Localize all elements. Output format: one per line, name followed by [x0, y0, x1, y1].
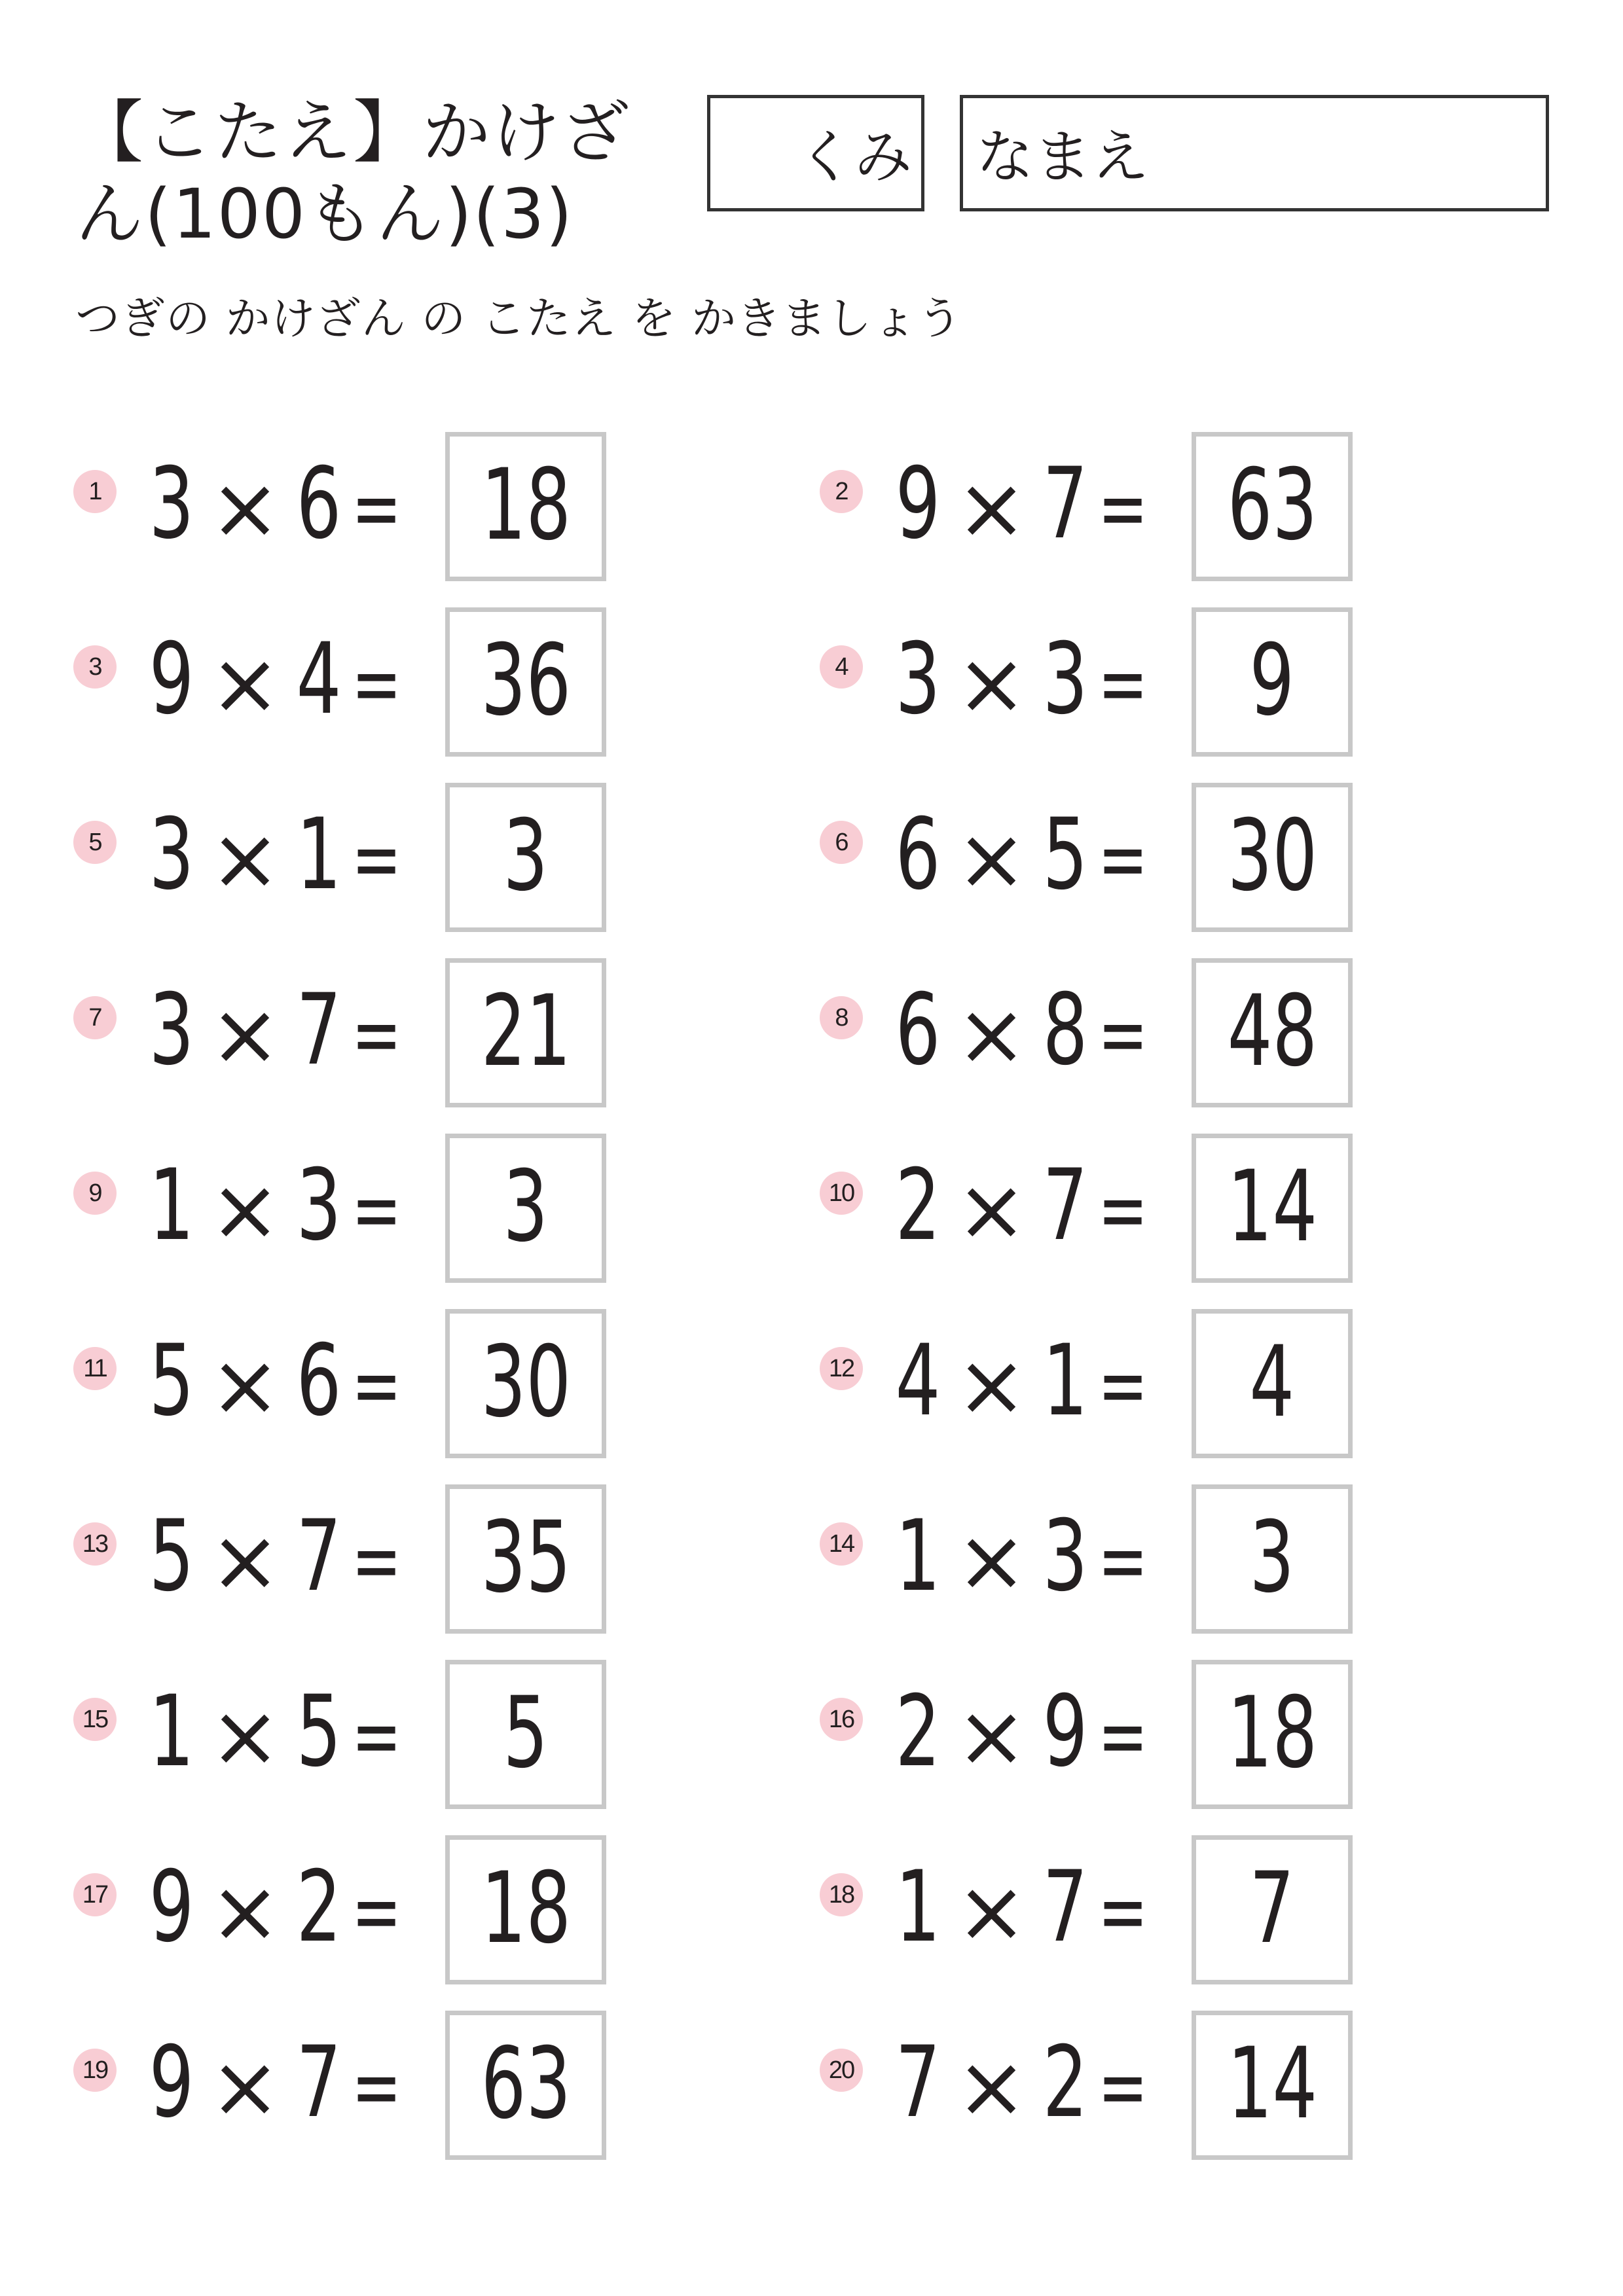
answer-value: 5 — [503, 1676, 549, 1790]
problem-item — [73, 1660, 728, 1810]
answer-box[interactable] — [445, 783, 606, 932]
equals-sign: = — [1098, 1686, 1148, 1785]
problem-item — [820, 2011, 1474, 2161]
problem-number-badge: 2 — [820, 470, 863, 513]
multiplier: 7 — [1042, 1850, 1088, 1964]
problem-expression — [885, 445, 1148, 563]
multiplicand: 5 — [149, 1499, 194, 1613]
answer-value: 7 — [1249, 1852, 1295, 1965]
class-field[interactable] — [707, 95, 924, 211]
problem-item — [73, 1134, 728, 1284]
problem-number-badge: 3 — [73, 645, 117, 689]
times-sign: × — [210, 1335, 281, 1435]
problem-expression — [885, 2024, 1148, 2142]
equals-sign: = — [352, 634, 402, 733]
multiplicand: 4 — [895, 1324, 941, 1438]
answer-value: 30 — [481, 1325, 571, 1439]
multiplicand: 1 — [149, 1149, 194, 1263]
equals-sign: = — [352, 458, 402, 558]
multiplicand: 3 — [149, 798, 194, 912]
problem-number-badge: 12 — [820, 1347, 863, 1390]
answer-box[interactable] — [1192, 783, 1353, 932]
times-sign: × — [956, 1335, 1027, 1435]
problem-expression — [885, 620, 1148, 738]
times-sign: × — [956, 1160, 1027, 1259]
multiplier: 5 — [296, 1675, 342, 1789]
problem-number-badge: 14 — [820, 1522, 863, 1566]
name-field-label: なまえ — [976, 123, 1150, 190]
answer-value: 3 — [503, 799, 549, 913]
equals-sign: = — [1098, 809, 1148, 908]
answer-box[interactable] — [1192, 2011, 1353, 2160]
answer-box[interactable] — [445, 1309, 606, 1458]
answer-box[interactable] — [1192, 1134, 1353, 1283]
multiplicand: 6 — [895, 973, 941, 1087]
problem-expression — [139, 1147, 402, 1265]
problem-item — [820, 783, 1474, 933]
multiplier: 1 — [1042, 1324, 1088, 1438]
multiplier: 3 — [1042, 1499, 1088, 1613]
problem-expression — [139, 1848, 402, 1966]
multiplier: 2 — [296, 1850, 342, 1964]
answer-box[interactable] — [445, 1660, 606, 1809]
class-field-label: くみ — [796, 123, 912, 190]
problem-item — [820, 1835, 1474, 1986]
multiplier: 5 — [1042, 798, 1088, 912]
answer-value: 35 — [481, 1501, 571, 1615]
equals-sign: = — [1098, 2037, 1148, 2136]
times-sign: × — [956, 458, 1027, 558]
answer-value: 30 — [1227, 799, 1317, 913]
equals-sign: = — [352, 1511, 402, 1610]
answer-box[interactable] — [445, 1134, 606, 1283]
multiplicand: 9 — [895, 447, 941, 561]
problem-expression — [139, 445, 402, 563]
times-sign: × — [210, 1511, 281, 1610]
problem-item — [820, 607, 1474, 758]
problem-expression — [885, 1848, 1148, 1966]
problem-number-badge: 11 — [73, 1347, 117, 1390]
multiplicand: 1 — [149, 1675, 194, 1789]
problem-item — [73, 1484, 728, 1635]
answer-value: 18 — [481, 448, 571, 562]
problem-number-badge: 5 — [73, 821, 117, 864]
problem-expression — [139, 1322, 402, 1440]
answer-value: 63 — [481, 2027, 571, 2141]
problem-number-badge: 16 — [820, 1698, 863, 1741]
answer-value: 18 — [481, 1852, 571, 1965]
problem-number-badge: 17 — [73, 1873, 117, 1916]
answer-value: 14 — [1227, 2027, 1317, 2141]
equals-sign: = — [352, 809, 402, 908]
times-sign: × — [956, 984, 1027, 1084]
times-sign: × — [210, 1160, 281, 1259]
answer-box[interactable] — [1192, 1484, 1353, 1634]
problem-expression — [885, 796, 1148, 914]
answer-box[interactable] — [1192, 1835, 1353, 1984]
answer-box[interactable] — [445, 958, 606, 1107]
times-sign: × — [210, 634, 281, 733]
problem-item — [820, 1134, 1474, 1284]
instruction-text: つぎの かけざん の こたえ を かきましょう — [75, 293, 963, 345]
problem-item — [73, 958, 728, 1109]
problem-item — [73, 1835, 728, 1986]
page-title-line1: 【こたえ】かけざ — [75, 92, 631, 172]
multiplicand: 1 — [895, 1850, 941, 1964]
multiplicand: 6 — [895, 798, 941, 912]
answer-value: 3 — [503, 1150, 549, 1264]
multiplier: 3 — [296, 1149, 342, 1263]
times-sign: × — [956, 1686, 1027, 1785]
problem-number-badge: 18 — [820, 1873, 863, 1916]
multiplier: 8 — [1042, 973, 1088, 1087]
multiplicand: 2 — [895, 1675, 941, 1789]
problem-item — [820, 958, 1474, 1109]
answer-box[interactable] — [1192, 607, 1353, 757]
answer-box[interactable] — [445, 432, 606, 581]
times-sign: × — [956, 809, 1027, 908]
equals-sign: = — [352, 1686, 402, 1785]
times-sign: × — [210, 984, 281, 1084]
multiplicand: 9 — [149, 2026, 194, 2140]
equals-sign: = — [1098, 1335, 1148, 1435]
problem-number-badge: 13 — [73, 1522, 117, 1566]
page-title — [75, 92, 665, 255]
page-title-line2: ん(100もん)(3) — [75, 174, 574, 254]
multiplier: 4 — [296, 622, 342, 736]
answer-value: 21 — [481, 975, 571, 1088]
problem-item — [820, 1660, 1474, 1810]
problem-number-badge: 15 — [73, 1698, 117, 1741]
problem-expression — [885, 1673, 1148, 1791]
answer-value: 48 — [1227, 975, 1317, 1088]
multiplier: 7 — [1042, 447, 1088, 561]
problem-number-badge: 9 — [73, 1172, 117, 1215]
multiplier: 6 — [296, 1324, 342, 1438]
answer-box[interactable] — [445, 607, 606, 757]
problem-item — [73, 607, 728, 758]
problem-expression — [885, 971, 1148, 1089]
multiplier: 7 — [296, 2026, 342, 2140]
multiplicand: 7 — [895, 2026, 941, 2140]
answer-box[interactable] — [445, 1835, 606, 1984]
multiplicand: 3 — [149, 973, 194, 1087]
problem-expression — [885, 1147, 1148, 1265]
name-field[interactable] — [960, 95, 1549, 211]
answer-value: 36 — [481, 624, 571, 738]
answer-box[interactable] — [1192, 958, 1353, 1107]
answer-box[interactable] — [1192, 1309, 1353, 1458]
problem-expression — [139, 620, 402, 738]
answer-box[interactable] — [445, 1484, 606, 1634]
multiplicand: 3 — [895, 622, 941, 736]
problem-expression — [139, 1673, 402, 1791]
answer-value: 63 — [1227, 448, 1317, 562]
equals-sign: = — [1098, 1861, 1148, 1961]
problem-item — [73, 783, 728, 933]
problem-item — [73, 432, 728, 583]
problem-item — [820, 432, 1474, 583]
equals-sign: = — [1098, 984, 1148, 1084]
times-sign: × — [210, 2037, 281, 2136]
problem-item — [73, 1309, 728, 1460]
equals-sign: = — [352, 984, 402, 1084]
answer-box[interactable] — [1192, 432, 1353, 581]
times-sign: × — [956, 634, 1027, 733]
times-sign: × — [210, 1861, 281, 1961]
answer-value: 3 — [1249, 1501, 1295, 1615]
problem-item — [73, 2011, 728, 2161]
multiplicand: 3 — [149, 447, 194, 561]
times-sign: × — [210, 1686, 281, 1785]
multiplier: 2 — [1042, 2026, 1088, 2140]
answer-value: 18 — [1227, 1676, 1317, 1790]
problem-expression — [139, 2024, 402, 2142]
problem-number-badge: 10 — [820, 1172, 863, 1215]
equals-sign: = — [352, 1861, 402, 1961]
problem-item — [820, 1309, 1474, 1460]
multiplicand: 9 — [149, 622, 194, 736]
problem-item — [820, 1484, 1474, 1635]
multiplier: 7 — [296, 973, 342, 1087]
times-sign: × — [956, 2037, 1027, 2136]
equals-sign: = — [352, 1160, 402, 1259]
multiplicand: 9 — [149, 1850, 194, 1964]
answer-value: 14 — [1227, 1150, 1317, 1264]
problem-expression — [885, 1498, 1148, 1615]
problem-number-badge: 6 — [820, 821, 863, 864]
multiplicand: 1 — [895, 1499, 941, 1613]
answer-value: 4 — [1249, 1325, 1295, 1439]
problem-number-badge: 20 — [820, 2049, 863, 2092]
equals-sign: = — [352, 2037, 402, 2136]
problem-number-badge: 7 — [73, 996, 117, 1039]
multiplier: 1 — [296, 798, 342, 912]
equals-sign: = — [1098, 634, 1148, 733]
times-sign: × — [956, 1861, 1027, 1961]
problem-number-badge: 8 — [820, 996, 863, 1039]
times-sign: × — [210, 809, 281, 908]
equals-sign: = — [1098, 1511, 1148, 1610]
answer-box[interactable] — [445, 2011, 606, 2160]
multiplicand: 5 — [149, 1324, 194, 1438]
answer-box[interactable] — [1192, 1660, 1353, 1809]
equals-sign: = — [1098, 458, 1148, 558]
problem-expression — [139, 1498, 402, 1615]
multiplicand: 2 — [895, 1149, 941, 1263]
multiplier: 6 — [296, 447, 342, 561]
multiplier: 7 — [1042, 1149, 1088, 1263]
problem-expression — [139, 971, 402, 1089]
multiplier: 7 — [296, 1499, 342, 1613]
multiplier: 3 — [1042, 622, 1088, 736]
problem-expression — [885, 1322, 1148, 1440]
equals-sign: = — [352, 1335, 402, 1435]
equals-sign: = — [1098, 1160, 1148, 1259]
times-sign: × — [210, 458, 281, 558]
times-sign: × — [956, 1511, 1027, 1610]
problem-number-badge: 4 — [820, 645, 863, 689]
problem-number-badge: 19 — [73, 2049, 117, 2092]
multiplier: 9 — [1042, 1675, 1088, 1789]
problem-expression — [139, 796, 402, 914]
answer-value: 9 — [1249, 624, 1295, 738]
problem-number-badge: 1 — [73, 470, 117, 513]
